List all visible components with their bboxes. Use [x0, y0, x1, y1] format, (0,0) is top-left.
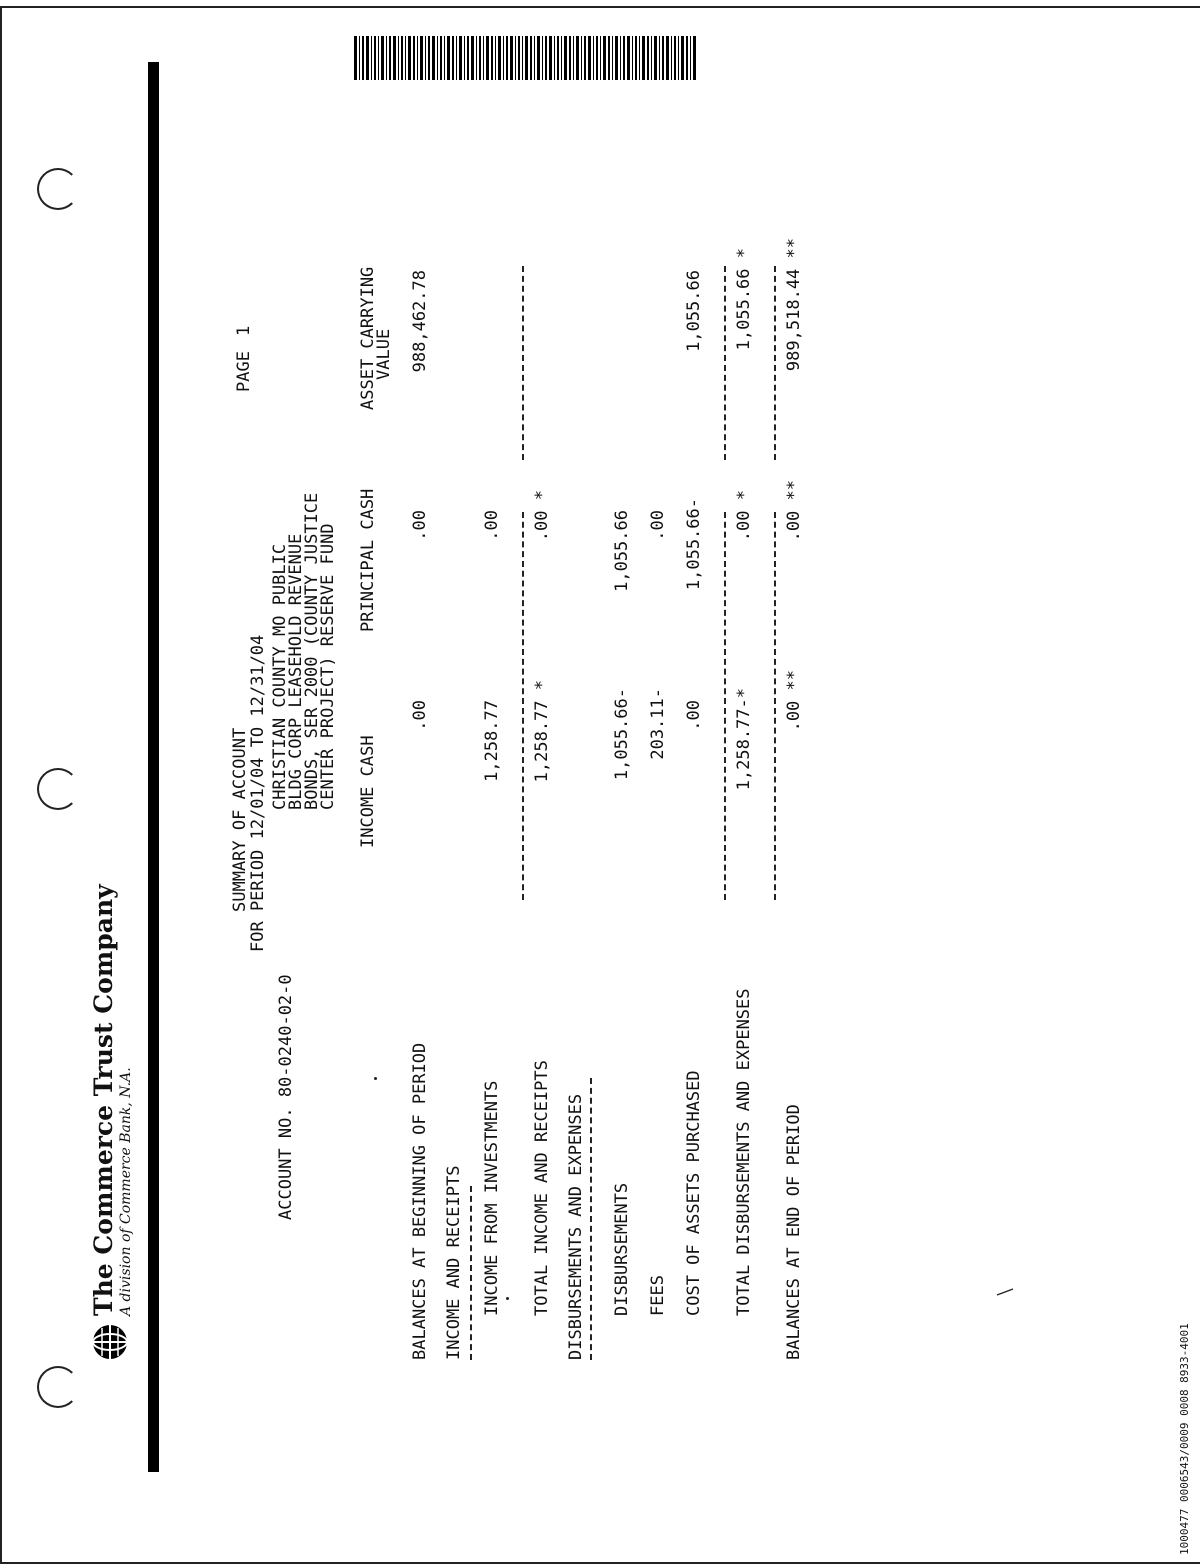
- rule-ending-col3: [774, 266, 776, 460]
- row-beginning-label: BALANCES AT BEGINNING OF PERIOD: [410, 1042, 430, 1360]
- row-total-income-label: TOTAL INCOME AND RECEIPTS: [532, 1060, 552, 1316]
- company-name: The Commerce Trust Company: [89, 884, 118, 1316]
- page-label: PAGE: [234, 351, 254, 392]
- row-cost-assets-asset: 1,055.66: [684, 270, 704, 352]
- row-income-investments-label: INCOME FROM INVESTMENTS: [482, 1080, 502, 1316]
- row-beginning-principal: .00: [410, 510, 430, 541]
- account-name-line-4: CENTER PROJECT) RESERVE FUND: [318, 523, 338, 810]
- rule-ending-col1: [774, 708, 776, 900]
- row-beginning-income: .00: [410, 700, 430, 731]
- globe-icon: [92, 1324, 128, 1360]
- row-total-income-principal: .00 *: [532, 490, 552, 542]
- section-disb-underline: [590, 1078, 592, 1360]
- binder-hole-bottom: [37, 1366, 79, 1408]
- row-income-investments-principal: .00: [482, 510, 502, 541]
- row-fees-income: 203.11-: [648, 688, 668, 760]
- column-income-cash: INCOME CASH: [358, 735, 378, 848]
- account-name-line-3: BONDS, SER 2000 (COUNTY JUSTICE: [302, 492, 322, 810]
- rule-income-total-col2: [522, 512, 524, 704]
- row-ending-label: BALANCES AT END OF PERIOD: [784, 1104, 804, 1360]
- rule-disb-total-col2: [724, 512, 726, 704]
- document-control-code: 1000477 0006543/0009 0008 8933-4001: [1178, 1323, 1191, 1555]
- stray-dot: [506, 1297, 509, 1300]
- rule-ending-col2: [774, 512, 776, 704]
- section-income-underline: [470, 1186, 472, 1360]
- row-total-disb-asset: 1,055.66 *: [734, 248, 754, 351]
- row-cost-assets-label: COST OF ASSETS PURCHASED: [684, 1070, 704, 1316]
- page-number: 1: [234, 325, 254, 336]
- row-disbursements-label: DISBURSEMENTS: [612, 1182, 632, 1316]
- rule-income-total-col1: [522, 708, 524, 900]
- binder-hole-top: [37, 168, 79, 210]
- row-total-disb-principal: .00 *: [734, 490, 754, 542]
- row-ending-asset: 989,518.44 **: [784, 238, 804, 372]
- rule-income-total-col3: [522, 266, 524, 460]
- row-total-disb-income: 1,258.77-*: [734, 688, 754, 791]
- column-asset-value: VALUE: [374, 328, 394, 380]
- section-disb-label: DISBURSEMENTS AND EXPENSES: [566, 1093, 586, 1360]
- column-principal-cash: PRINCIPAL CASH: [358, 488, 378, 632]
- row-total-income-income: 1,258.77 *: [532, 680, 552, 783]
- page-border-bottom: [0, 1562, 1200, 1564]
- row-ending-income: .00 **: [784, 670, 804, 732]
- page-border-left: [0, 6, 2, 1564]
- pen-mark: [996, 1288, 1014, 1296]
- row-fees-label: FEES: [648, 1275, 668, 1316]
- section-income-label: INCOME AND RECEIPTS: [444, 1165, 464, 1360]
- row-cost-assets-income: .00: [684, 700, 704, 731]
- statement-sheet: [90, 0, 870, 1460]
- account-number: ACCOUNT NO. 80-0240-02-0: [276, 974, 296, 1220]
- row-total-disb-label: TOTAL DISBURSEMENTS AND EXPENSES: [734, 988, 754, 1316]
- account-name-line-2: BLDG CORP LEASEHOLD REVENUE: [286, 533, 306, 810]
- company-division: A division of Commerce Bank, N.A.: [118, 1067, 134, 1316]
- period-range: FOR PERIOD 12/01/04 TO 12/31/04: [248, 634, 268, 952]
- row-fees-principal: .00: [648, 510, 668, 541]
- row-disbursements-income: 1,055.66-: [612, 688, 632, 781]
- row-cost-assets-principal: 1,055.66-: [684, 498, 704, 591]
- row-disbursements-principal: 1,055.66: [612, 510, 632, 592]
- row-ending-principal: .00 **: [784, 480, 804, 542]
- stray-dot: [374, 1077, 377, 1080]
- rule-disb-total-col1: [724, 708, 726, 900]
- row-income-investments-income: 1,258.77: [482, 700, 502, 782]
- binder-hole-middle: [37, 768, 79, 810]
- column-asset-carrying: ASSET CARRYING: [358, 266, 378, 410]
- rule-disb-total-col3: [724, 266, 726, 460]
- account-name-line-1: CHRISTIAN COUNTY MO PUBLIC: [270, 543, 290, 810]
- summary-title: SUMMARY OF ACCOUNT: [230, 727, 250, 912]
- row-beginning-asset: 988,462.78: [410, 270, 430, 373]
